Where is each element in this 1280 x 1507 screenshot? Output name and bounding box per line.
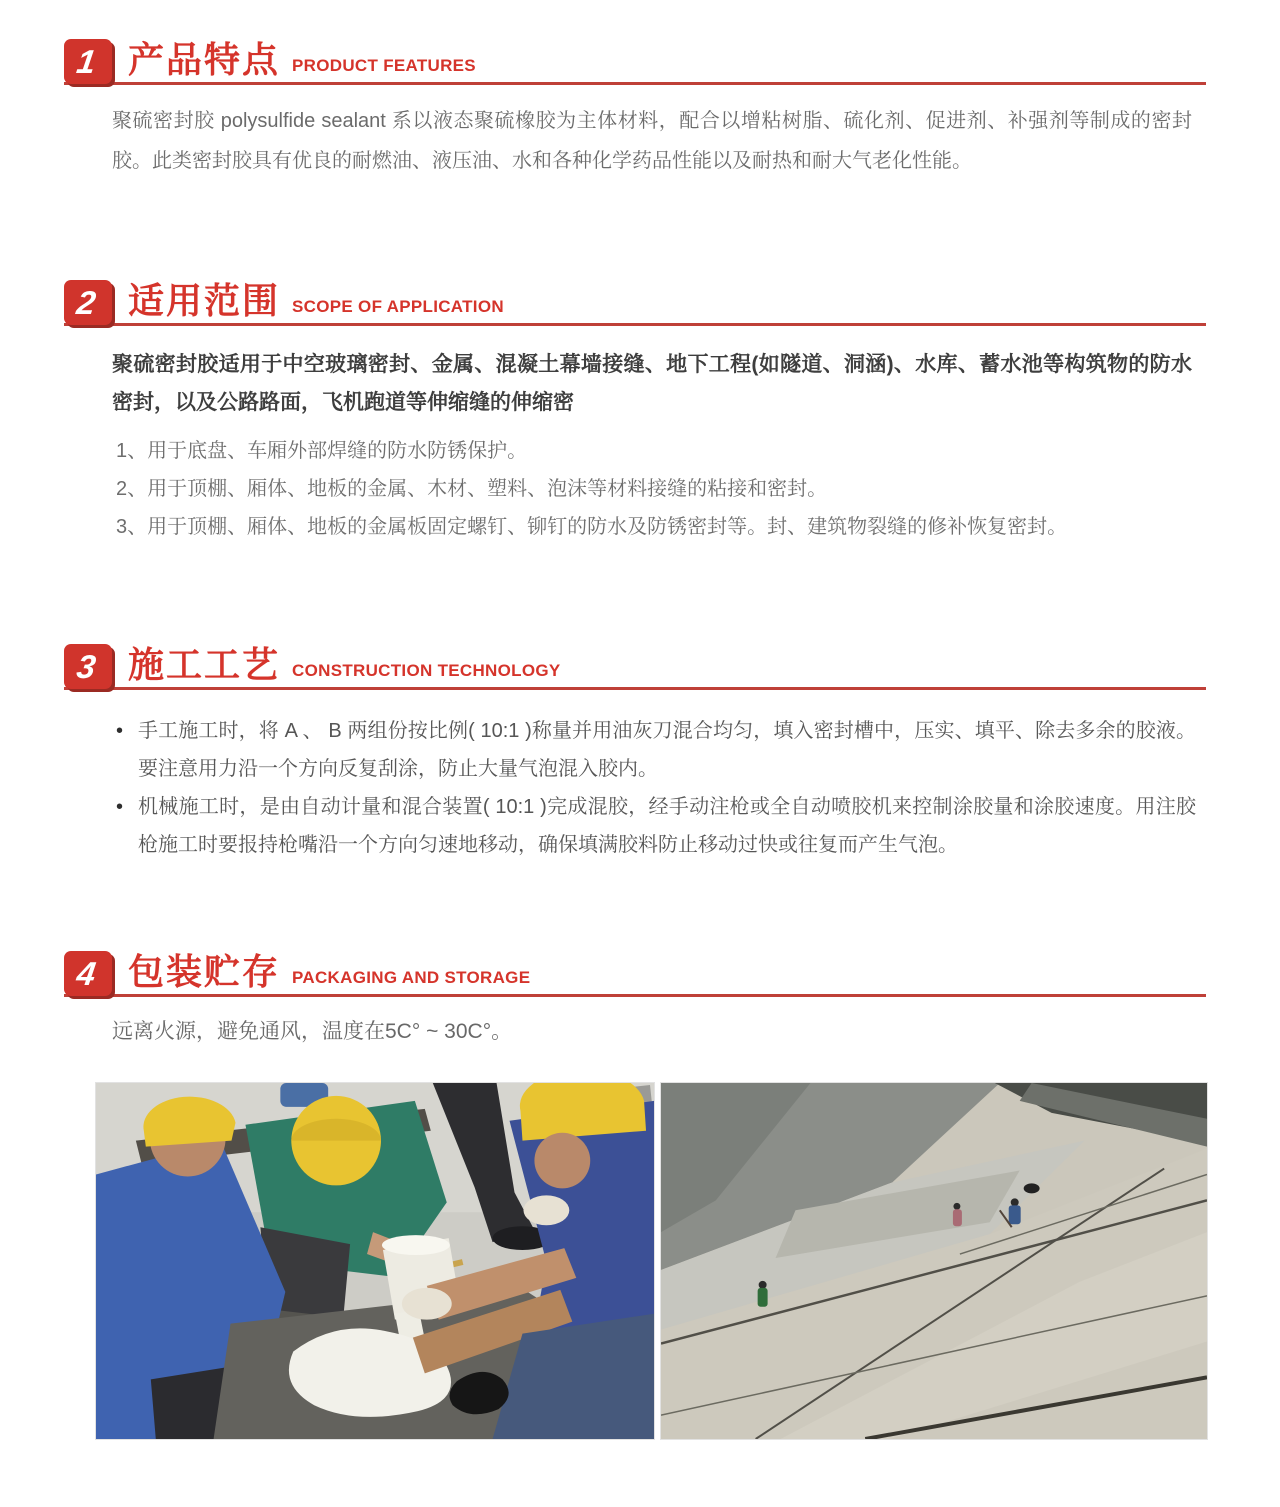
section-number-badge bbox=[64, 644, 112, 689]
construction-steps-list bbox=[116, 712, 1206, 864]
section-title-cn: 施工工艺 bbox=[128, 644, 281, 685]
section-number: 1 bbox=[74, 42, 99, 80]
section-number-badge bbox=[64, 280, 112, 325]
section-construction-technology bbox=[64, 641, 1206, 864]
application-list bbox=[116, 438, 1206, 540]
list-item: • 手工施工时，将 A 、 B 两组份按比例( 10:1 )称量并用油灰刀混合均匀，填入密封槽中，压实、填平、除去多余的胶液。要注意用力沿一个方向反复刮涂，防止大量气泡混入胶内。 bbox=[116, 712, 1196, 788]
section-title-en: PACKAGING AND STORAGE bbox=[292, 968, 531, 987]
list-item: 3、用于顶棚、厢体、地板的金属板固定螺钉、铆钉的防水及防锈密封等。封、建筑物裂缝的修补恢复密封。 bbox=[116, 516, 1068, 538]
section-title-cn: 产品特点 bbox=[128, 39, 281, 80]
section-title-cn: 包装贮存 bbox=[128, 951, 281, 992]
section-header-divider bbox=[64, 641, 1206, 690]
section-scope-of-application bbox=[64, 277, 1206, 552]
section-title-cn: 适用范围 bbox=[128, 280, 281, 321]
photo-strip bbox=[95, 1082, 1208, 1440]
section-number-badge bbox=[64, 39, 112, 84]
storage-paragraph: 远离火源，避免通风，温度在5C° ~ 30C°。 bbox=[112, 1020, 513, 1043]
section-header-divider bbox=[64, 36, 1206, 85]
section-number: 3 bbox=[74, 647, 99, 685]
dam-slope-joints-photo bbox=[660, 1082, 1208, 1440]
section-product-features bbox=[64, 36, 1206, 181]
section-packaging-and-storage bbox=[64, 948, 1206, 1047]
list-item: 1、用于底盘、车厢外部焊缝的防水防锈保护。 bbox=[116, 440, 528, 462]
section-header-divider bbox=[64, 948, 1206, 997]
section-title-en: SCOPE OF APPLICATION bbox=[292, 297, 504, 316]
section-number: 2 bbox=[74, 283, 99, 321]
scope-lead-paragraph: 聚硫密封胶适用于中空玻璃密封、金属、混凝土幕墙接缝、地下工程(如隧道、洞涵)、水库、蓄水池等构筑物的防水密封，以及公路路面，飞机跑道等伸缩缝的伸缩密 bbox=[112, 353, 1192, 414]
list-item: • 机械施工时，是由自动计量和混合装置( 10:1 )完成混胶，经手动注枪或全自动喷胶机来控制涂胶量和涂胶速度。用注胶枪施工时要报持枪嘴沿一个方向匀速地移动，确保填满胶料防止移动过快或往复而产生气泡。 bbox=[116, 788, 1196, 864]
section-title-en: CONSTRUCTION TECHNOLOGY bbox=[292, 661, 561, 680]
section-number-badge bbox=[64, 951, 112, 996]
sealant-workers-photo bbox=[95, 1082, 655, 1440]
section-number: 4 bbox=[74, 954, 99, 992]
list-item: 2、用于顶棚、厢体、地板的金属、木材、塑料、泡沫等材料接缝的粘接和密封。 bbox=[116, 478, 828, 500]
product-features-paragraph: 聚硫密封胶 polysulfide sealant 系以液态聚硫橡胶为主体材料，配合以增粘树脂、硫化剂、促进剂、补强剂等制成的密封胶。此类密封胶具有优良的耐燃油、液压油、水和各种化学药品性能以及耐热和耐大气老化性能。 bbox=[112, 110, 1192, 172]
section-title-en: PRODUCT FEATURES bbox=[292, 56, 476, 75]
section-header-divider bbox=[64, 277, 1206, 326]
